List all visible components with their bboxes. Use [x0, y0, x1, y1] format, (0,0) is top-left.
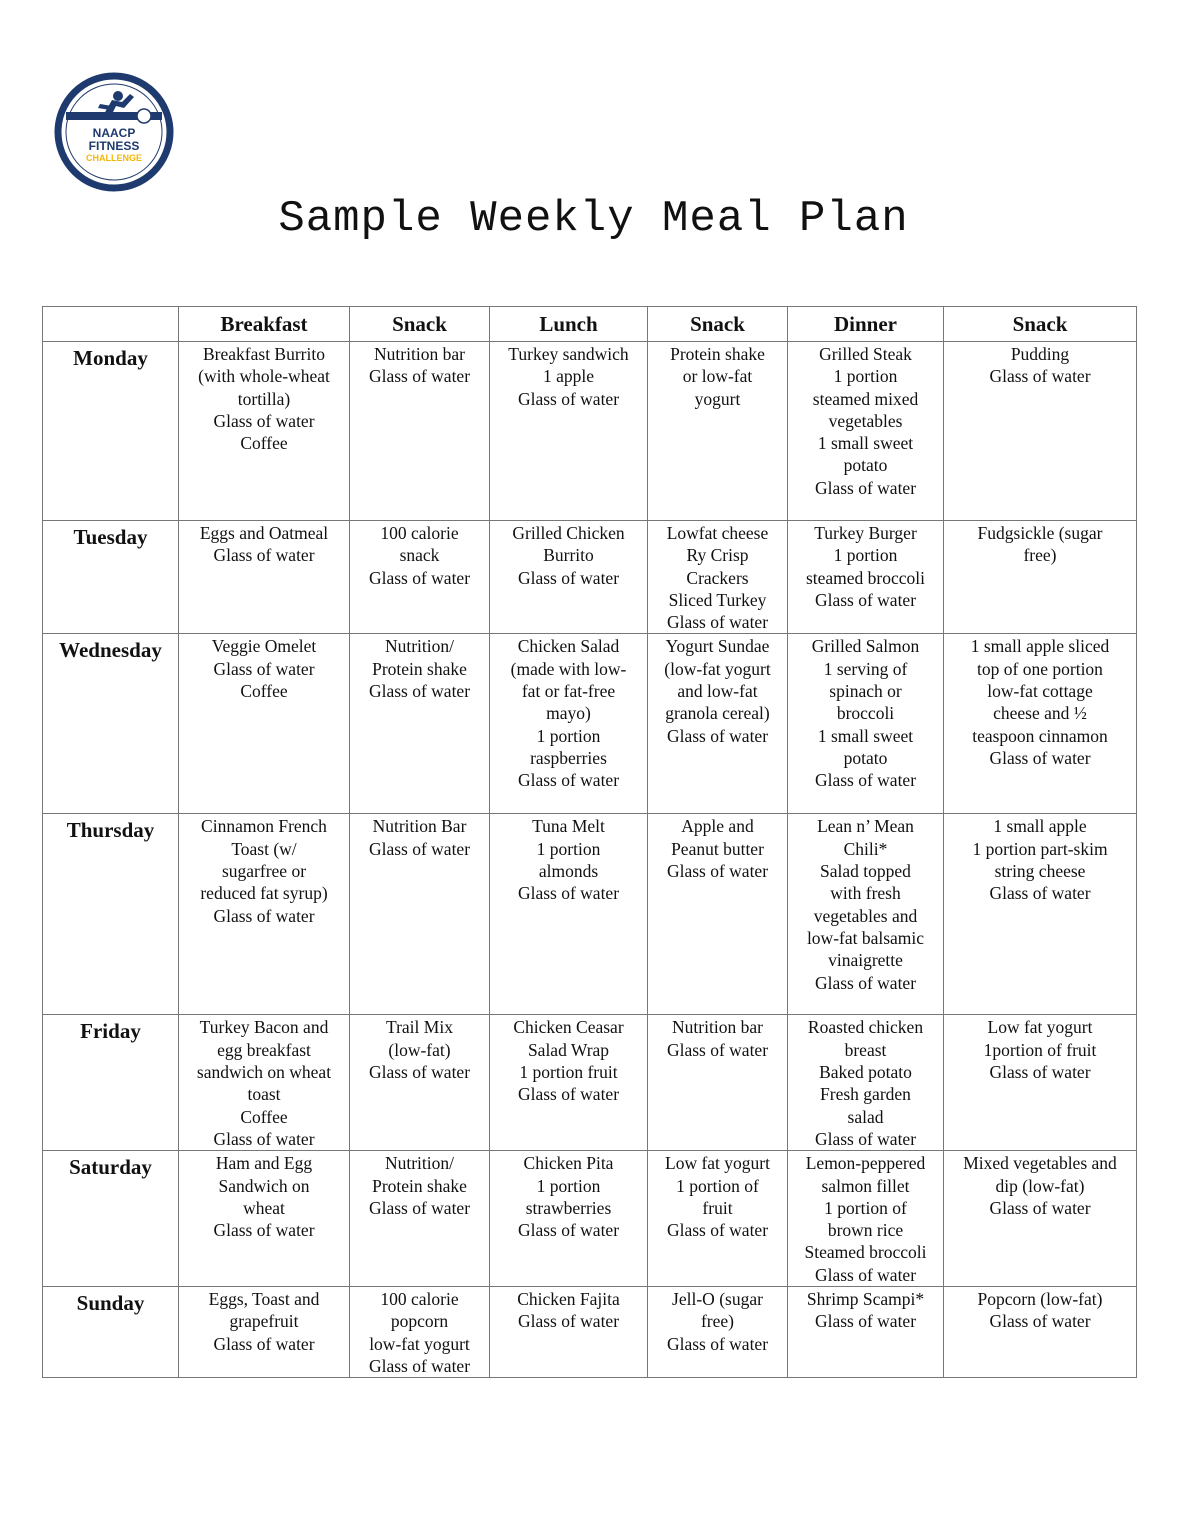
- meal-item: Glass of water: [213, 905, 315, 926]
- table-row: [43, 521, 1137, 634]
- meal-cell: [490, 342, 648, 521]
- meal-item: Glass of water: [368, 567, 471, 588]
- meal-cell: [350, 814, 490, 1015]
- meal-item: potato: [843, 455, 888, 476]
- meal-item: toast: [247, 1084, 281, 1105]
- day-label: Saturday: [43, 1151, 179, 1287]
- naacp-fitness-challenge-logo: [52, 70, 176, 194]
- meal-cell: [788, 342, 944, 521]
- meal-item: Baked potato: [819, 1062, 912, 1083]
- meal-item: Chicken Fajita: [517, 1289, 620, 1310]
- column-header: Snack: [648, 307, 788, 342]
- meal-item: Turkey sandwich: [508, 344, 629, 364]
- meal-item: yogurt: [694, 388, 741, 409]
- meal-item: 100 calorie: [380, 523, 459, 543]
- meal-item: Breakfast Burrito: [203, 344, 325, 364]
- meal-cell: [179, 521, 350, 634]
- meal-item: Salad Wrap: [527, 1039, 610, 1060]
- meal-item: 1 small sweet: [817, 725, 914, 746]
- meal-item: salmon fillet: [821, 1175, 910, 1196]
- meal-item: Nutrition/: [384, 636, 455, 657]
- meal-cell: [788, 521, 944, 634]
- meal-item: Glass of water: [517, 1220, 620, 1241]
- meal-item: Glass of water: [814, 477, 917, 498]
- meal-item: Glass of water: [814, 1311, 917, 1332]
- meal-item: free): [700, 1311, 735, 1332]
- meal-cell: [179, 634, 350, 814]
- meal-item: Protein shake: [372, 1175, 467, 1196]
- meal-item: 1 portion: [536, 1175, 601, 1196]
- meal-item: Grilled Salmon: [811, 636, 920, 657]
- meal-item: Turkey Burger: [814, 523, 917, 543]
- meal-item: Nutrition/: [384, 1153, 455, 1174]
- logo-text-line-3: CHALLENGE: [86, 153, 142, 163]
- meal-item: Glass of water: [368, 1062, 471, 1083]
- meal-item: 1 portion part-skim: [972, 838, 1108, 859]
- meal-item: Toast (w/: [231, 838, 297, 859]
- meal-cell: [490, 1015, 648, 1151]
- meal-item: free): [1023, 545, 1057, 566]
- meal-item: breast: [844, 1039, 887, 1060]
- meal-item: snack: [399, 545, 440, 566]
- meal-item: 1 small apple: [993, 816, 1087, 837]
- header-corner: [43, 307, 179, 342]
- logo-text-line-1: NAACP: [92, 126, 136, 140]
- meal-item: Coffee: [240, 681, 288, 702]
- meal-item: Coffee: [240, 433, 288, 454]
- meal-item: Glass of water: [814, 1264, 917, 1285]
- meal-cell: [179, 1287, 350, 1378]
- meal-item: Glass of water: [666, 861, 769, 882]
- meal-item: Ry Crisp: [686, 545, 749, 566]
- meal-cell: [944, 814, 1137, 1015]
- meal-item: grapefruit: [229, 1311, 299, 1332]
- meal-item: Grilled Steak: [819, 344, 912, 364]
- table-row: [43, 1015, 1137, 1151]
- meal-plan-table: [42, 306, 1137, 1378]
- meal-item: Glass of water: [368, 681, 471, 702]
- meal-item: Crackers: [686, 567, 749, 588]
- meal-item: vegetables and: [813, 905, 918, 926]
- meal-item: (made with low-: [510, 658, 627, 679]
- column-header: Breakfast: [179, 307, 350, 342]
- meal-item: top of one portion: [977, 658, 1103, 679]
- meal-item: Glass of water: [213, 410, 315, 431]
- meal-item: tortilla): [237, 388, 291, 409]
- meal-item: 1 portion: [536, 725, 601, 746]
- meal-item: Trail Mix: [386, 1017, 453, 1038]
- meal-item: Glass of water: [213, 1333, 315, 1354]
- meal-cell: [648, 1287, 788, 1378]
- meal-item: Apple and: [681, 816, 754, 837]
- meal-item: Shrimp Scampi*: [806, 1289, 925, 1310]
- meal-cell: [179, 342, 350, 521]
- meal-item: Lowfat cheese: [666, 523, 769, 543]
- meal-item: Cinnamon French: [201, 816, 327, 837]
- meal-item: Tuna Melt: [532, 816, 605, 837]
- meal-item: low-fat balsamic: [806, 927, 925, 948]
- logo-text-line-2: FITNESS: [88, 139, 140, 153]
- meal-cell: [788, 634, 944, 814]
- meal-item: sugarfree or: [221, 861, 307, 882]
- meal-item: with fresh: [830, 883, 901, 904]
- meal-cell: [350, 1287, 490, 1378]
- meal-item: Ham and Egg: [215, 1153, 313, 1174]
- meal-item: Glass of water: [989, 366, 1091, 387]
- meal-cell: [944, 1287, 1137, 1378]
- meal-item: Glass of water: [814, 972, 917, 993]
- meal-item: and low-fat: [677, 681, 758, 702]
- meal-item: Protein shake: [372, 658, 467, 679]
- meal-cell: [350, 342, 490, 521]
- meal-item: cheese and ½: [993, 703, 1087, 724]
- meal-cell: [788, 1287, 944, 1378]
- meal-item: steamed broccoli: [805, 567, 926, 588]
- meal-item: 1 portion of: [824, 1197, 907, 1218]
- day-label: Wednesday: [43, 634, 179, 814]
- meal-item: Grilled Chicken: [512, 523, 625, 543]
- meal-item: potato: [843, 747, 888, 768]
- meal-item: Sandwich on: [218, 1175, 310, 1196]
- meal-item: brown rice: [827, 1220, 904, 1241]
- meal-cell: [944, 634, 1137, 814]
- meal-item: Glass of water: [989, 1311, 1091, 1332]
- meal-item: Glass of water: [989, 1197, 1091, 1218]
- table-row: [43, 1151, 1137, 1287]
- meal-item: Glass of water: [517, 567, 620, 588]
- meal-item: low-fat yogurt: [369, 1333, 470, 1354]
- meal-item: raspberries: [530, 747, 607, 768]
- meal-item: almonds: [538, 861, 599, 882]
- table-row: [43, 342, 1137, 521]
- meal-item: broccoli: [836, 703, 895, 724]
- meal-item: Lean n’ Mean: [817, 816, 914, 837]
- meal-cell: [350, 521, 490, 634]
- meal-item: 1 serving of: [823, 658, 908, 679]
- table-row: [43, 634, 1137, 814]
- meal-item: vinaigrette: [828, 950, 903, 971]
- meal-item: or low-fat: [682, 366, 753, 387]
- meal-item: egg breakfast: [217, 1039, 311, 1060]
- meal-item: Glass of water: [517, 883, 620, 904]
- meal-cell: [350, 634, 490, 814]
- meal-item: wheat: [243, 1197, 285, 1218]
- meal-cell: [179, 814, 350, 1015]
- meal-item: Veggie Omelet: [211, 636, 317, 657]
- meal-item: granola cereal): [665, 703, 770, 724]
- meal-item: Glass of water: [814, 589, 917, 610]
- meal-item: (low-fat yogurt: [664, 658, 771, 679]
- meal-item: Salad topped: [820, 861, 911, 882]
- meal-item: Lemon-peppered: [805, 1153, 926, 1174]
- day-label: Monday: [43, 342, 179, 521]
- meal-cell: [648, 521, 788, 634]
- meal-item: Glass of water: [368, 1355, 471, 1376]
- column-header: Snack: [350, 307, 490, 342]
- meal-item: Sliced Turkey: [668, 589, 767, 610]
- meal-item: Low fat yogurt: [987, 1017, 1093, 1038]
- meal-cell: [350, 1151, 490, 1287]
- meal-item: 1portion of fruit: [983, 1039, 1097, 1060]
- table-body: [43, 342, 1137, 1378]
- meal-cell: [788, 1015, 944, 1151]
- meal-item: 1 small sweet: [817, 433, 914, 454]
- meal-item: 1 portion: [833, 366, 898, 387]
- meal-item: Glass of water: [666, 612, 769, 633]
- meal-cell: [788, 814, 944, 1015]
- meal-item: Coffee: [240, 1106, 288, 1127]
- meal-item: Glass of water: [213, 545, 315, 566]
- meal-item: Turkey Bacon and: [199, 1017, 329, 1038]
- meal-item: Glass of water: [368, 838, 471, 859]
- meal-item: Yogurt Sundae: [665, 636, 770, 657]
- meal-item: 1 portion of: [676, 1175, 759, 1196]
- meal-cell: [350, 1015, 490, 1151]
- meal-item: fat or fat-free: [521, 681, 616, 702]
- meal-cell: [944, 1151, 1137, 1287]
- meal-cell: [490, 521, 648, 634]
- meal-item: mayo): [546, 703, 591, 724]
- meal-cell: [648, 1151, 788, 1287]
- day-label: Friday: [43, 1015, 179, 1151]
- header-row: [43, 307, 1137, 342]
- table-row: [43, 1287, 1137, 1378]
- meal-item: Eggs and Oatmeal: [199, 523, 329, 543]
- meal-item: spinach or: [829, 681, 902, 702]
- meal-item: Glass of water: [989, 883, 1091, 904]
- meal-cell: [490, 814, 648, 1015]
- meal-item: (low-fat): [388, 1039, 451, 1060]
- meal-item: 1 small apple sliced: [970, 636, 1110, 657]
- meal-item: teaspoon cinnamon: [972, 725, 1108, 746]
- meal-item: Nutrition bar: [672, 1017, 763, 1038]
- meal-item: Glass of water: [368, 366, 471, 387]
- meal-item: Glass of water: [666, 725, 769, 746]
- meal-item: low-fat cottage: [987, 681, 1093, 702]
- meal-item: Chili*: [843, 838, 888, 859]
- meal-item: Glass of water: [368, 1197, 471, 1218]
- meal-cell: [648, 814, 788, 1015]
- meal-item: vegetables: [828, 410, 903, 431]
- meal-item: Glass of water: [517, 1311, 620, 1332]
- meal-item: popcorn: [390, 1311, 449, 1332]
- meal-item: Chicken Ceasar: [513, 1017, 624, 1038]
- meal-item: strawberries: [525, 1197, 612, 1218]
- day-label: Sunday: [43, 1287, 179, 1378]
- meal-item: Pudding: [1010, 344, 1070, 364]
- meal-item: Glass of water: [517, 770, 620, 791]
- table-row: [43, 814, 1137, 1015]
- meal-item: Roasted chicken: [807, 1017, 924, 1038]
- meal-item: Glass of water: [666, 1220, 769, 1241]
- meal-cell: [179, 1151, 350, 1287]
- meal-item: 1 portion: [536, 838, 601, 859]
- meal-cell: [944, 1015, 1137, 1151]
- meal-item: Nutrition Bar: [372, 816, 467, 837]
- meal-item: string cheese: [994, 861, 1086, 882]
- column-header: Dinner: [788, 307, 944, 342]
- column-header: Snack: [944, 307, 1137, 342]
- meal-item: Glass of water: [517, 388, 620, 409]
- meal-item: Glass of water: [814, 1128, 917, 1149]
- meal-item: Jell-O (sugar: [672, 1289, 763, 1310]
- meal-item: Glass of water: [213, 1220, 315, 1241]
- meal-item: Eggs, Toast and: [208, 1289, 320, 1310]
- meal-item: Glass of water: [814, 770, 917, 791]
- meal-item: Steamed broccoli: [804, 1242, 927, 1263]
- meal-item: Glass of water: [666, 1039, 769, 1060]
- meal-item: Glass of water: [989, 1062, 1091, 1083]
- meal-item: sandwich on wheat: [196, 1062, 332, 1083]
- meal-cell: [490, 1151, 648, 1287]
- meal-cell: [490, 634, 648, 814]
- meal-item: Fresh garden: [820, 1084, 911, 1105]
- meal-cell: [490, 1287, 648, 1378]
- meal-cell: [944, 342, 1137, 521]
- meal-item: 1 portion: [833, 545, 898, 566]
- meal-item: Popcorn (low-fat): [977, 1289, 1103, 1310]
- meal-item: 100 calorie: [380, 1289, 459, 1310]
- meal-item: Glass of water: [989, 747, 1091, 768]
- day-label: Tuesday: [43, 521, 179, 634]
- meal-item: Glass of water: [213, 658, 315, 679]
- meal-item: salad: [847, 1106, 884, 1127]
- meal-item: (with whole-wheat: [198, 366, 330, 387]
- meal-cell: [179, 1015, 350, 1151]
- meal-item: Glass of water: [213, 1128, 315, 1149]
- meal-item: Fudgsickle (sugar: [977, 523, 1103, 543]
- meal-item: fruit: [702, 1197, 733, 1218]
- page-title: Sample Weekly Meal Plan: [278, 194, 909, 244]
- meal-item: Burrito: [543, 545, 594, 566]
- meal-item: Glass of water: [666, 1333, 769, 1354]
- meal-item: Low fat yogurt: [665, 1153, 770, 1174]
- meal-item: 1 portion fruit: [519, 1062, 618, 1083]
- meal-item: Peanut butter: [671, 838, 764, 859]
- meal-item: steamed mixed: [812, 388, 919, 409]
- meal-item: Chicken Pita: [523, 1153, 614, 1174]
- meal-item: dip (low-fat): [995, 1175, 1085, 1196]
- meal-cell: [944, 521, 1137, 634]
- meal-cell: [788, 1151, 944, 1287]
- meal-item: 1 apple: [542, 366, 595, 387]
- meal-item: Nutrition bar: [374, 344, 465, 364]
- meal-item: Protein shake: [670, 344, 765, 364]
- meal-item: Chicken Salad: [517, 636, 620, 657]
- meal-cell: [648, 1015, 788, 1151]
- meal-cell: [648, 342, 788, 521]
- meal-item: Glass of water: [517, 1084, 620, 1105]
- logo-emblem-icon: [52, 70, 176, 194]
- meal-cell: [648, 634, 788, 814]
- day-label: Thursday: [43, 814, 179, 1015]
- meal-item: Mixed vegetables and: [963, 1153, 1117, 1174]
- meal-item: reduced fat syrup): [200, 883, 328, 904]
- column-header: Lunch: [490, 307, 648, 342]
